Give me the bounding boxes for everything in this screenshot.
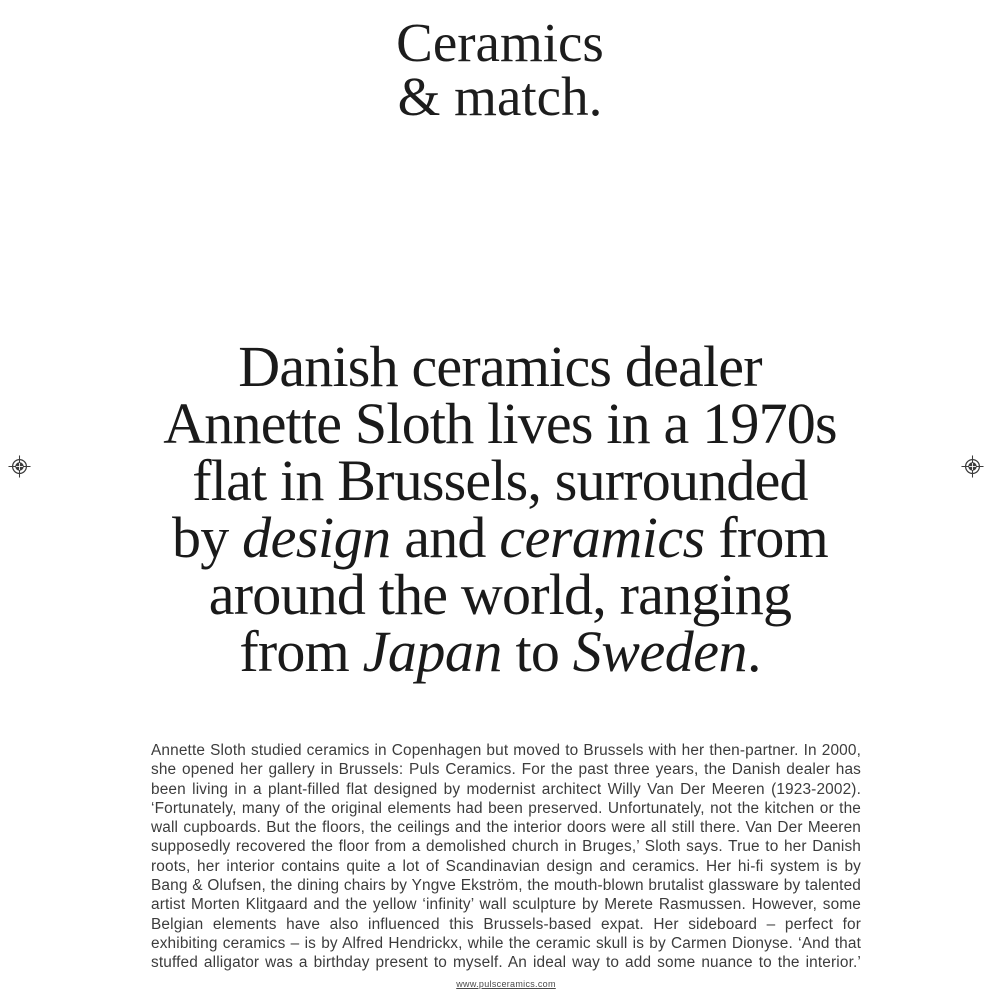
headline-text: Annette Sloth lives in a 1970s bbox=[163, 391, 837, 456]
website-link[interactable]: www.pulsceramics.com bbox=[456, 978, 556, 989]
headline-text: by bbox=[172, 505, 243, 570]
body-paragraph bbox=[151, 742, 861, 991]
headline-line bbox=[0, 334, 1000, 399]
headline-text: from bbox=[704, 505, 828, 570]
masthead-line-1: Ceramics bbox=[396, 12, 604, 73]
masthead-line-2: & match. bbox=[397, 66, 603, 127]
headline-italic-word: Sweden bbox=[572, 619, 747, 684]
headline-line bbox=[0, 562, 1000, 627]
headline-text: Danish ceramics dealer bbox=[238, 334, 762, 399]
body-text: Annette Sloth studied ceramics in Copenhagen but moved to Brussels with her then-partner. In 2000, she opened her gallery in Brussels: Puls Ceramics. For the past three years, the Danish dealer has been living in a plant-filled flat designed by modernist architect Willy Van Der Meeren (1923-2002). ‘Fortunately, many of the original elements had been preserved. Unfortunately, not the kitchen or the wall cupboards. But the floors, the ceilings and the interior doors were all still there. Van Der Meeren supposedly recovered the floor from a demolished church in Bruges,’ Sloth says. True to her Danish roots, her interior contains quite a lot of Scandinavian design and ceramics. Her hi-fi system is by Bang & Olufsen, the dining chairs by Yngve Ekström, the mouth-blown brutalist glassware by talented artist Morten Klitgaard and the yellow ‘infinity’ wall sculpture by Merete Rasmussen. However, some Belgian elements have also influenced this Brussels-based expat. Her sideboard – perfect for exhibiting ceramics – is by Alfred Hendrickx, while the ceramic skull is by Carmen Dionyse. ‘And that stuffed alligator was a birthday present to myself. An ideal way to add some nuance to the interior.’ bbox=[151, 742, 861, 972]
body-copy bbox=[151, 741, 861, 994]
headline-line bbox=[0, 619, 1000, 684]
headline-text: to bbox=[501, 619, 573, 684]
headline bbox=[0, 334, 1000, 684]
headline-line bbox=[0, 391, 1000, 456]
headline-text: . bbox=[746, 619, 761, 684]
headline-text: flat in Brussels, surrounded bbox=[192, 448, 808, 513]
headline-italic-word: Japan bbox=[362, 619, 502, 684]
headline-italic-word: design bbox=[242, 505, 391, 570]
headline-text: from bbox=[239, 619, 363, 684]
headline-text: around the world, ranging bbox=[208, 562, 792, 627]
headline-italic-word: ceramics bbox=[499, 505, 705, 570]
headline-line bbox=[0, 448, 1000, 513]
headline-line bbox=[0, 505, 1000, 570]
headline-text: and bbox=[390, 505, 500, 570]
masthead bbox=[0, 12, 1000, 127]
